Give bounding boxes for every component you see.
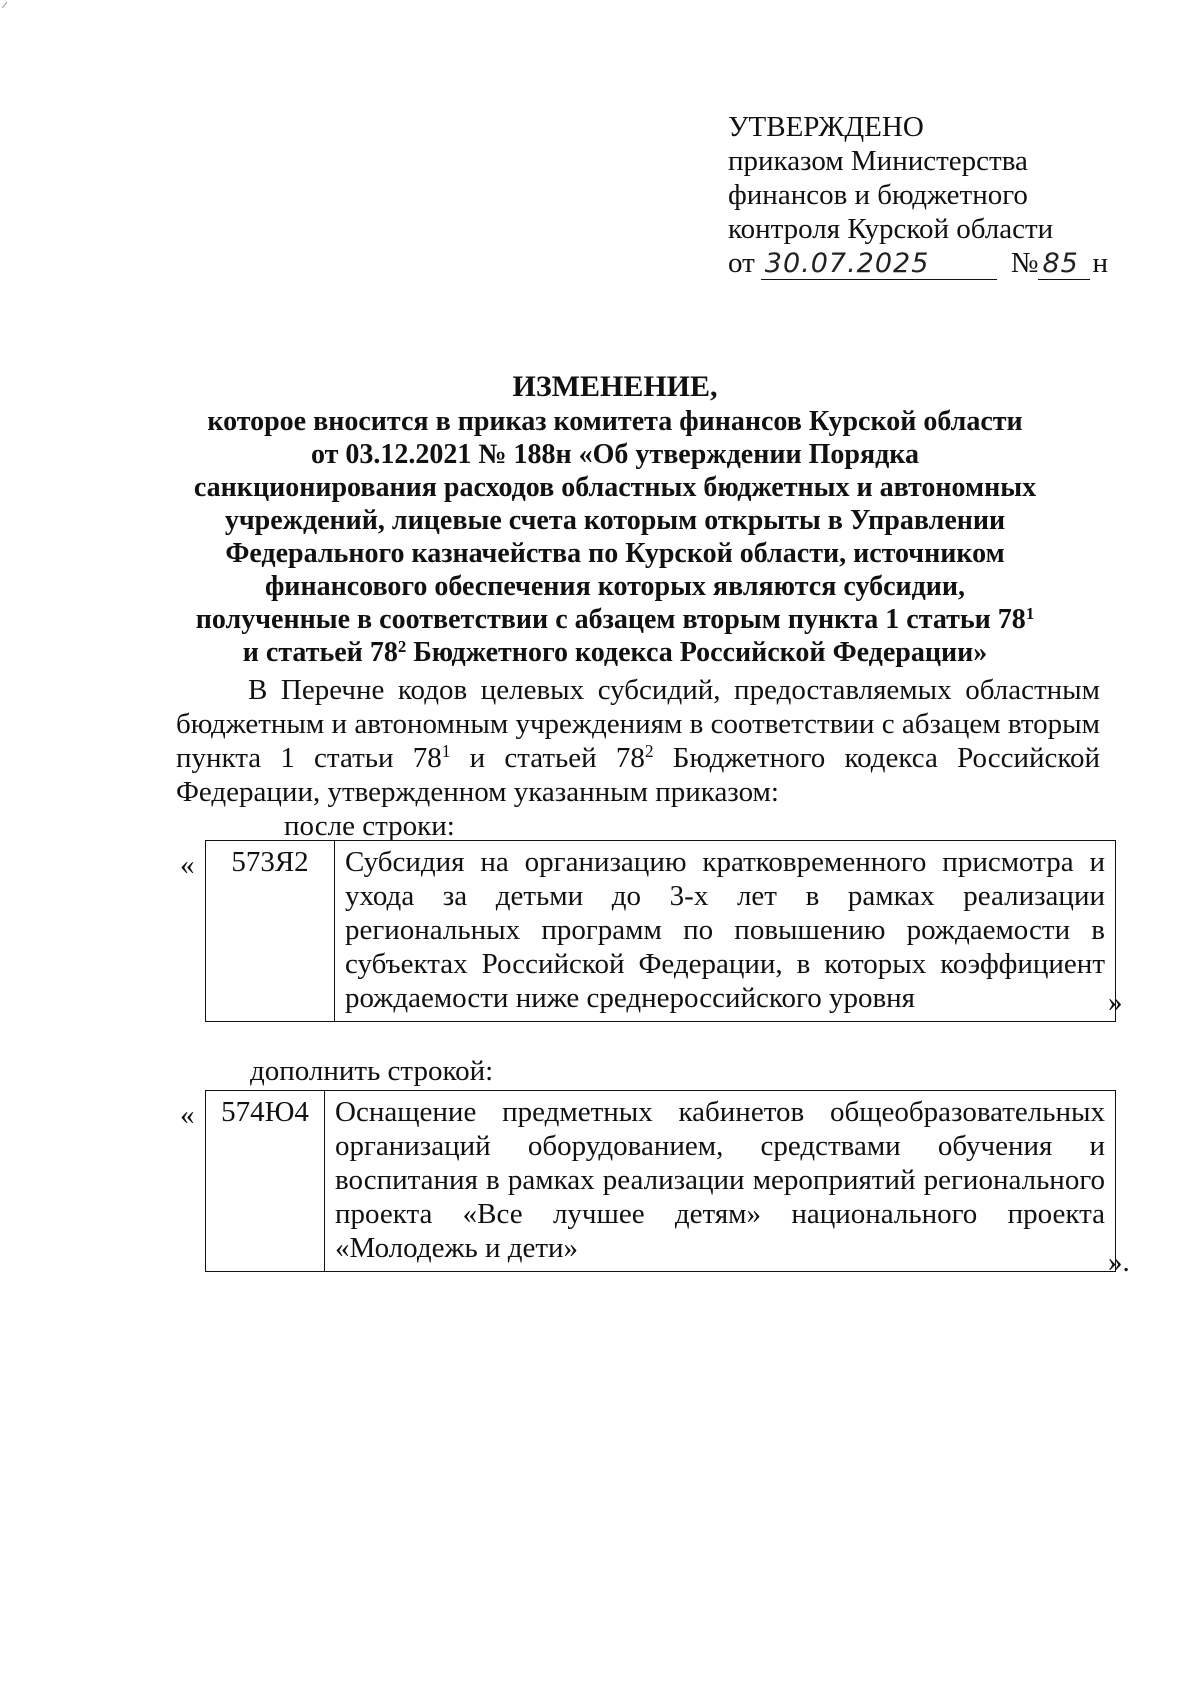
number-suffix: н bbox=[1092, 247, 1108, 279]
document-title bbox=[150, 370, 1080, 669]
title-line-7-text: полученные в соответствии с абзацем вторым пункта 1 статьи 78 bbox=[195, 604, 1026, 635]
table-row bbox=[206, 841, 1116, 1022]
title-main: ИЗМЕНЕНИЕ, bbox=[512, 370, 718, 403]
title-line-7 bbox=[150, 603, 1080, 636]
approval-line-2: финансов и бюджетного bbox=[728, 179, 1028, 211]
row-code: 573Я2 bbox=[206, 841, 335, 1022]
title-line-8 bbox=[150, 636, 1080, 669]
body-sup-1: 1 bbox=[441, 741, 451, 762]
date-prefix: от bbox=[728, 247, 755, 279]
handwritten-date: 30.07.2025 bbox=[761, 249, 997, 280]
row-description: Оснащение предметных кабинетов общеобразовательных организаций оборудованием, средствами обучения и воспитания в рамках реализации мероприятий регионального проекта «Все лучшее детям» национального проекта «Молодежь и дети» bbox=[325, 1091, 1116, 1272]
title-line-8-text-b: Бюджетного кодекса Российской Федерации» bbox=[406, 637, 988, 668]
number-prefix: № bbox=[1010, 247, 1039, 279]
body-sup-2: 2 bbox=[644, 741, 654, 762]
table-row bbox=[206, 1091, 1116, 1272]
title-line-3: санкционирования расходов областных бюджетных и автономных bbox=[193, 472, 1037, 503]
scan-mark bbox=[2, 2, 8, 8]
row-code: 574Ю4 bbox=[206, 1091, 325, 1272]
close-quote-existing: » bbox=[1108, 986, 1123, 1018]
title-line-1: которое вносится в приказ комитета финансов Курской области bbox=[207, 406, 1023, 437]
new-row-table bbox=[205, 1090, 1116, 1272]
after-row-label: после строки: bbox=[284, 810, 455, 842]
handwritten-number: 85 bbox=[1038, 249, 1090, 280]
title-line-4: учреждений, лицевые счета которым открыты в Управлении bbox=[224, 505, 1006, 536]
add-row-label: дополнить строкой: bbox=[250, 1055, 494, 1087]
approval-line-3: контроля Курской области bbox=[728, 213, 1054, 245]
approval-date-number-line bbox=[728, 246, 1108, 280]
title-line-6: финансового обеспечения которых являются субсидии, bbox=[264, 571, 966, 602]
open-quote-existing: « bbox=[180, 849, 195, 881]
approval-heading: УТВЕРЖДЕНО bbox=[728, 111, 924, 143]
title-line-5: Федерального казначейства по Курской области, источником bbox=[225, 538, 1005, 569]
title-line-2: от 03.12.2021 № 188н «Об утверждении Порядка bbox=[311, 439, 919, 470]
body-paragraph bbox=[176, 673, 1100, 809]
title-line-7-sup: 1 bbox=[1025, 603, 1035, 623]
body-text-2: и статьей 78 bbox=[450, 742, 645, 774]
body-text-1: В Перечне кодов целевых субсидий, предоставляемых областным бюджетным и автономным учреждениям в соответствии с абзацем вторым пункта 1 статьи 78 bbox=[176, 674, 1100, 774]
approval-block bbox=[728, 110, 1108, 280]
close-quote-new: ». bbox=[1108, 1246, 1130, 1278]
title-line-8-text-a: и статьей 78 bbox=[242, 637, 398, 668]
title-line-8-sup: 2 bbox=[397, 636, 407, 656]
row-description: Субсидия на организацию кратковременного присмотра и ухода за детьми до 3-х лет в рамках реализации региональных программ по повышению рождаемости в субъектах Российской Федерации, в которых коэффициент рождаемости ниже среднероссийского уровня bbox=[335, 841, 1116, 1022]
open-quote-new: « bbox=[180, 1099, 195, 1131]
existing-row-table bbox=[205, 840, 1116, 1022]
approval-line-1: приказом Министерства bbox=[728, 145, 1028, 177]
body-text-3: Бюджетного кодекса Российской Федерации, утвержденном указанным приказом: bbox=[176, 742, 1101, 808]
